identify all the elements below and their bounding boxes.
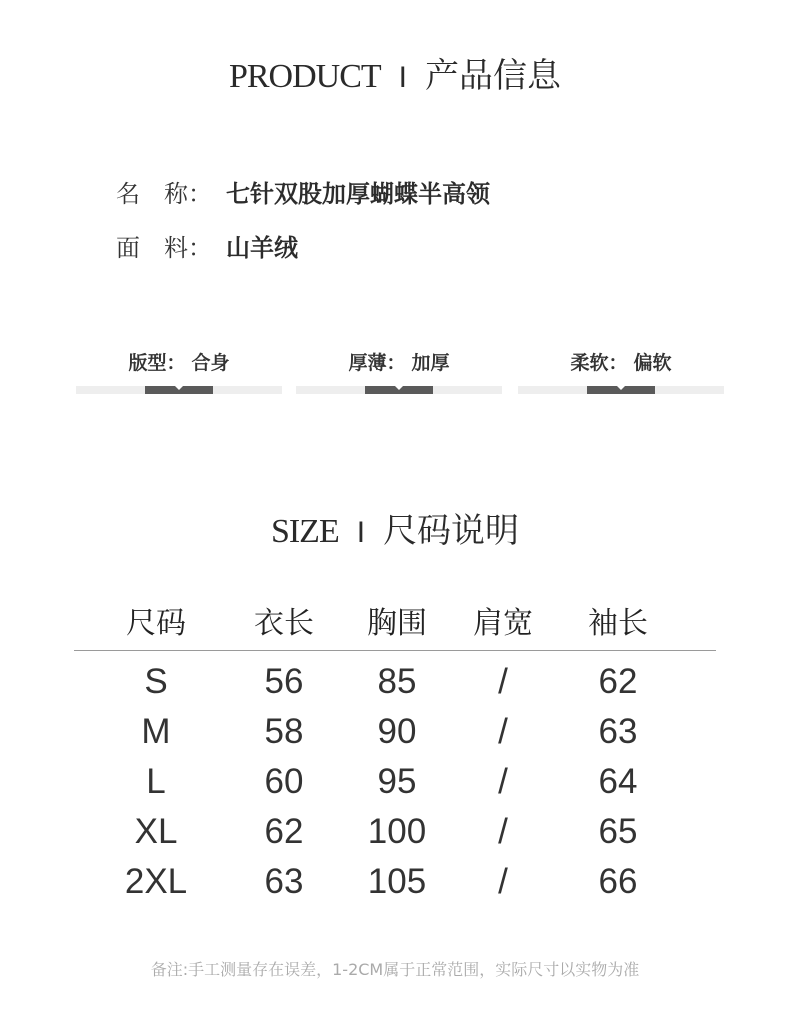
table-row (74, 807, 716, 857)
cell-sleeve: 62 (598, 662, 638, 701)
cell-length: 62 (264, 812, 304, 851)
cell-length: 63 (264, 862, 304, 901)
cell-size: M (141, 712, 171, 751)
cell-chest: 100 (367, 812, 427, 851)
cell-chest: 105 (367, 862, 427, 901)
table-divider (74, 650, 716, 651)
header-size: 尺码 (126, 606, 186, 641)
product-title-en: PRODUCT (228, 58, 381, 95)
cell-chest: 95 (377, 762, 417, 801)
cell-size: S (144, 662, 168, 701)
table-row (74, 757, 716, 807)
size-title-cn: 尺码说明 (383, 511, 520, 551)
table-row (74, 657, 716, 707)
cell-shoulder: / (498, 862, 508, 901)
size-section-title (0, 503, 790, 552)
size-table (74, 596, 716, 907)
cell-sleeve: 65 (598, 812, 638, 851)
product-title-cn: 产品信息 (425, 56, 562, 96)
attribute-value: 合身 (191, 352, 230, 374)
info-label-fabric: 面 料： (116, 234, 212, 262)
attribute-pointer-icon (616, 385, 626, 390)
attribute-thickness-label (296, 348, 502, 375)
size-title-en: SIZE (270, 513, 339, 550)
info-row-fabric (116, 228, 298, 263)
cell-sleeve: 63 (598, 712, 638, 751)
header-chest: 胸围 (367, 606, 427, 641)
header-length: 衣长 (254, 606, 314, 641)
attribute-pointer-icon (394, 385, 404, 390)
cell-shoulder: / (498, 662, 508, 701)
attribute-fit-label (76, 348, 282, 375)
attribute-softness (518, 348, 724, 398)
attribute-thickness (296, 348, 502, 398)
cell-shoulder: / (498, 762, 508, 801)
cell-shoulder: / (498, 812, 508, 851)
cell-length: 58 (264, 712, 304, 751)
cell-chest: 85 (377, 662, 417, 701)
title-separator: I (356, 516, 366, 549)
header-shoulder: 肩宽 (473, 606, 533, 641)
info-value-fabric: 山羊绒 (226, 234, 298, 262)
title-separator: I (398, 61, 408, 94)
attribute-pointer-icon (174, 385, 184, 390)
attribute-value: 偏软 (633, 352, 672, 374)
cell-size: XL (134, 812, 178, 851)
cell-size: L (146, 762, 166, 801)
table-row (74, 857, 716, 907)
cell-sleeve: 64 (598, 762, 638, 801)
info-row-name (116, 174, 490, 209)
measurement-note: 备注:手工测量存在误差，1-2CM属于正常范围，实际尺寸以实物为准 (150, 960, 640, 979)
attribute-value: 加厚 (411, 352, 450, 374)
info-value-name: 七针双股加厚蝴蝶半高领 (226, 180, 490, 208)
attribute-key: 柔软： (570, 352, 628, 374)
product-section-title (0, 48, 790, 97)
cell-sleeve: 66 (598, 862, 638, 901)
header-sleeve: 袖长 (588, 606, 648, 641)
cell-chest: 90 (377, 712, 417, 751)
cell-shoulder: / (498, 712, 508, 751)
size-table-header (74, 596, 716, 650)
info-label-name: 名 称： (116, 180, 212, 208)
cell-length: 56 (264, 662, 304, 701)
attribute-key: 厚薄： (348, 352, 406, 374)
attribute-fit (76, 348, 282, 398)
cell-length: 60 (264, 762, 304, 801)
table-row (74, 707, 716, 757)
attribute-softness-label (518, 348, 724, 375)
cell-size: 2XL (124, 862, 188, 901)
attribute-key: 版型： (128, 352, 186, 374)
